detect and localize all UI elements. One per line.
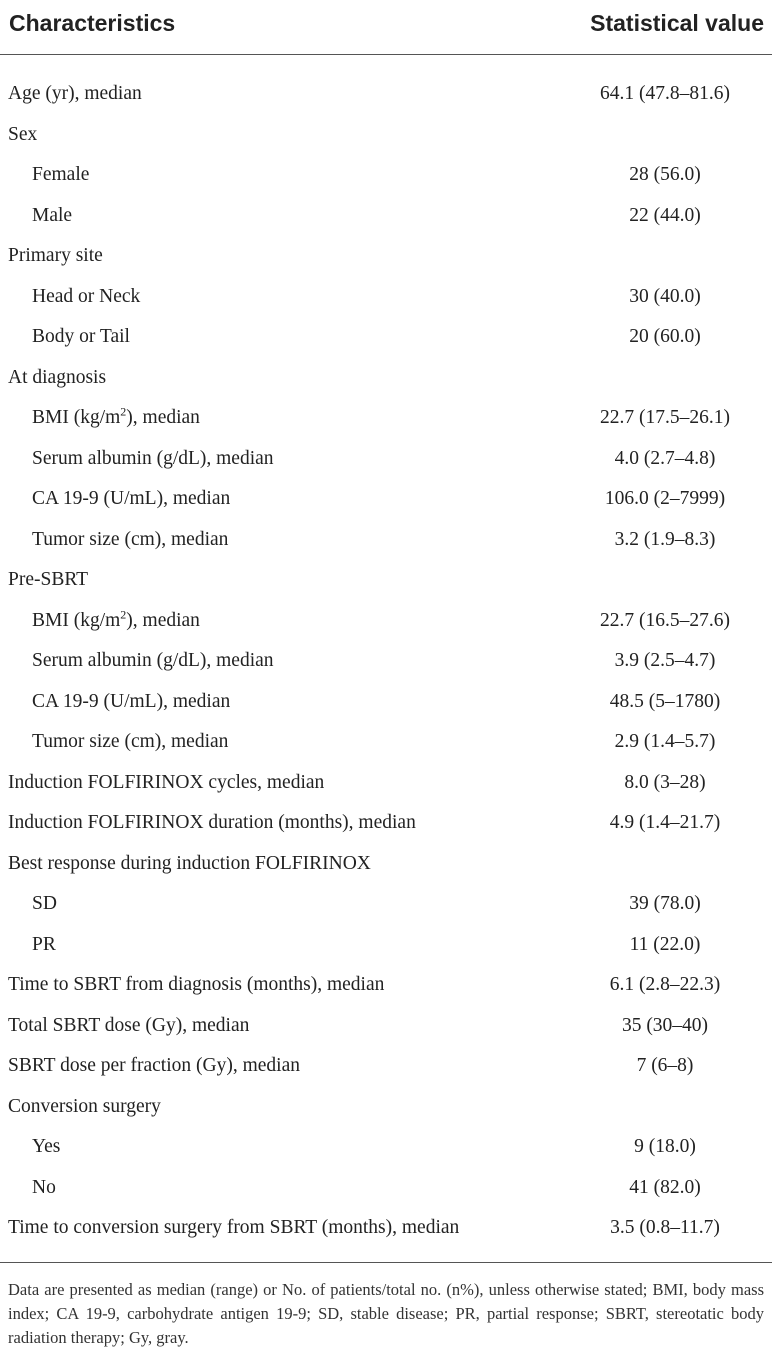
table-body (0, 74, 772, 1249)
row-value: 39 (78.0) (629, 893, 701, 915)
row-value: 3.5 (0.8–11.7) (610, 1217, 720, 1239)
row-label (32, 529, 228, 551)
row-label-text: Yes (32, 1136, 61, 1158)
row-label-text: Tumor size (cm), median (32, 528, 229, 550)
table-row (0, 236, 772, 277)
row-value: 41 (82.0) (629, 1176, 701, 1198)
row-label-text: CA 19-9 (U/mL), median (32, 488, 231, 510)
row-label-text: Head or Neck (32, 285, 141, 307)
table-row (0, 965, 772, 1006)
footer-rule (0, 1262, 772, 1263)
row-label (32, 448, 274, 470)
row-label-text: Total SBRT dose (Gy), median (8, 1014, 250, 1036)
row-value: 22 (44.0) (629, 204, 701, 226)
header-rule (0, 54, 772, 55)
row-label-text: BMI (kg/m (32, 407, 121, 429)
row-label-text: CA 19-9 (U/mL), median (32, 690, 231, 712)
row-label-text: At diagnosis (8, 366, 107, 388)
table-row (0, 763, 772, 804)
row-value: 6.1 (2.8–22.3) (609, 974, 721, 996)
row-value: 2.9 (1.4–5.7) (614, 731, 716, 753)
row-label-text: Time to SBRT from diagnosis (months), median (8, 974, 385, 996)
row-label (32, 205, 72, 227)
row-label (8, 1217, 459, 1239)
row-label-text: Best response during induction FOLFIRINOX (8, 852, 371, 874)
table-row (0, 398, 772, 439)
row-label (32, 934, 56, 956)
table-row (0, 1127, 772, 1168)
row-value: 30 (40.0) (629, 285, 701, 307)
row-value: 22.7 (17.5–26.1) (600, 407, 730, 429)
table-row (0, 601, 772, 642)
row-label-text: PR (32, 933, 56, 955)
row-label (8, 974, 384, 996)
table-row (0, 560, 772, 601)
row-label-text: Sex (8, 123, 38, 145)
row-label (32, 404, 200, 429)
table-row (0, 1208, 772, 1249)
row-value: 28 (56.0) (629, 164, 701, 186)
row-label-text: Serum albumin (g/dL), median (32, 447, 274, 469)
row-label (8, 853, 371, 875)
row-value: 3.9 (2.5–4.7) (614, 650, 716, 672)
row-label (8, 83, 142, 105)
table-row (0, 1046, 772, 1087)
table-row (0, 196, 772, 237)
row-label (32, 326, 130, 348)
table-row (0, 115, 772, 156)
row-label-text: BMI (kg/m (32, 609, 121, 631)
table-row (0, 358, 772, 399)
table-row (0, 641, 772, 682)
table-row (0, 74, 772, 115)
row-label-text: Male (32, 204, 73, 226)
row-label-text: Conversion surgery (8, 1095, 161, 1117)
row-label (32, 286, 140, 308)
row-label (8, 1096, 161, 1118)
table-row (0, 479, 772, 520)
column-header-statistical-value: Statistical value (590, 9, 764, 36)
table-footnote: Data are presented as median (range) or No. of patients/total no. (n%), unless otherwise stated; BMI, body mass index; CA 19-9, carbohydrate antigen 19-9; SD, stable disease; PR, partial response; SBRT, stereotatic body radiation therapy; Gy, gray. (8, 1280, 764, 1347)
row-label-text: SBRT dose per fraction (Gy), median (8, 1055, 300, 1077)
row-label (32, 607, 200, 632)
table-row (0, 1006, 772, 1047)
row-label-text: Serum albumin (g/dL), median (32, 650, 274, 672)
row-label (8, 569, 88, 591)
row-label (32, 691, 230, 713)
row-label-text: Body or Tail (32, 326, 130, 348)
row-label (8, 367, 106, 389)
row-label (32, 1177, 56, 1199)
table-row (0, 884, 772, 925)
row-label (32, 650, 274, 672)
row-label (32, 1136, 60, 1158)
row-label (8, 1015, 249, 1037)
row-value: 35 (30–40) (621, 1014, 709, 1036)
table-row (0, 682, 772, 723)
table-row (0, 722, 772, 763)
table-row (0, 803, 772, 844)
row-label (32, 731, 228, 753)
row-value: 4.9 (1.4–21.7) (609, 812, 721, 834)
row-label-superscript: 2 (120, 607, 127, 622)
row-label (8, 812, 416, 834)
row-label (8, 1055, 300, 1077)
row-value: 64.1 (47.8–81.6) (600, 83, 730, 105)
row-value: 4.0 (2.7–4.8) (614, 447, 716, 469)
row-value: 8.0 (3–28) (624, 771, 706, 793)
table-row (0, 317, 772, 358)
row-label (8, 124, 37, 146)
row-label-suffix: ), median (126, 407, 200, 429)
row-label-text: Primary site (8, 245, 103, 267)
row-value: 9 (18.0) (634, 1136, 696, 1158)
row-label-text: Age (yr), median (8, 83, 142, 105)
table-row (0, 925, 772, 966)
row-value: 20 (60.0) (629, 326, 701, 348)
table-row (0, 277, 772, 318)
column-header-characteristics: Characteristics (9, 9, 176, 36)
row-value: 11 (22.0) (629, 933, 701, 955)
row-label-text: SD (32, 893, 57, 915)
row-label-text: Induction FOLFIRINOX duration (months), median (8, 812, 416, 834)
row-label-text: Time to conversion surgery from SBRT (months), median (8, 1217, 460, 1239)
row-label-text: Induction FOLFIRINOX cycles, median (8, 771, 325, 793)
table-row (0, 520, 772, 561)
row-label (32, 488, 230, 510)
row-value: 106.0 (2–7999) (604, 488, 726, 510)
row-label (8, 772, 324, 794)
table-row (0, 1168, 772, 1209)
row-label-text: No (32, 1176, 56, 1198)
table-row (0, 1087, 772, 1128)
row-label-text: Tumor size (cm), median (32, 731, 229, 753)
row-label-suffix: ), median (126, 609, 200, 631)
row-value: 48.5 (5–1780) (609, 690, 721, 712)
row-value: 3.2 (1.9–8.3) (614, 528, 716, 550)
table-row (0, 844, 772, 885)
table-row (0, 155, 772, 196)
row-value: 22.7 (16.5–27.6) (600, 609, 730, 631)
row-value: 7 (6–8) (636, 1055, 694, 1077)
row-label (32, 893, 57, 915)
row-label (32, 164, 89, 186)
row-label-superscript: 2 (120, 404, 127, 419)
row-label-text: Pre-SBRT (8, 569, 89, 591)
row-label-text: Female (32, 164, 90, 186)
table-row (0, 439, 772, 480)
row-label (8, 245, 103, 267)
table-header (0, 0, 772, 46)
